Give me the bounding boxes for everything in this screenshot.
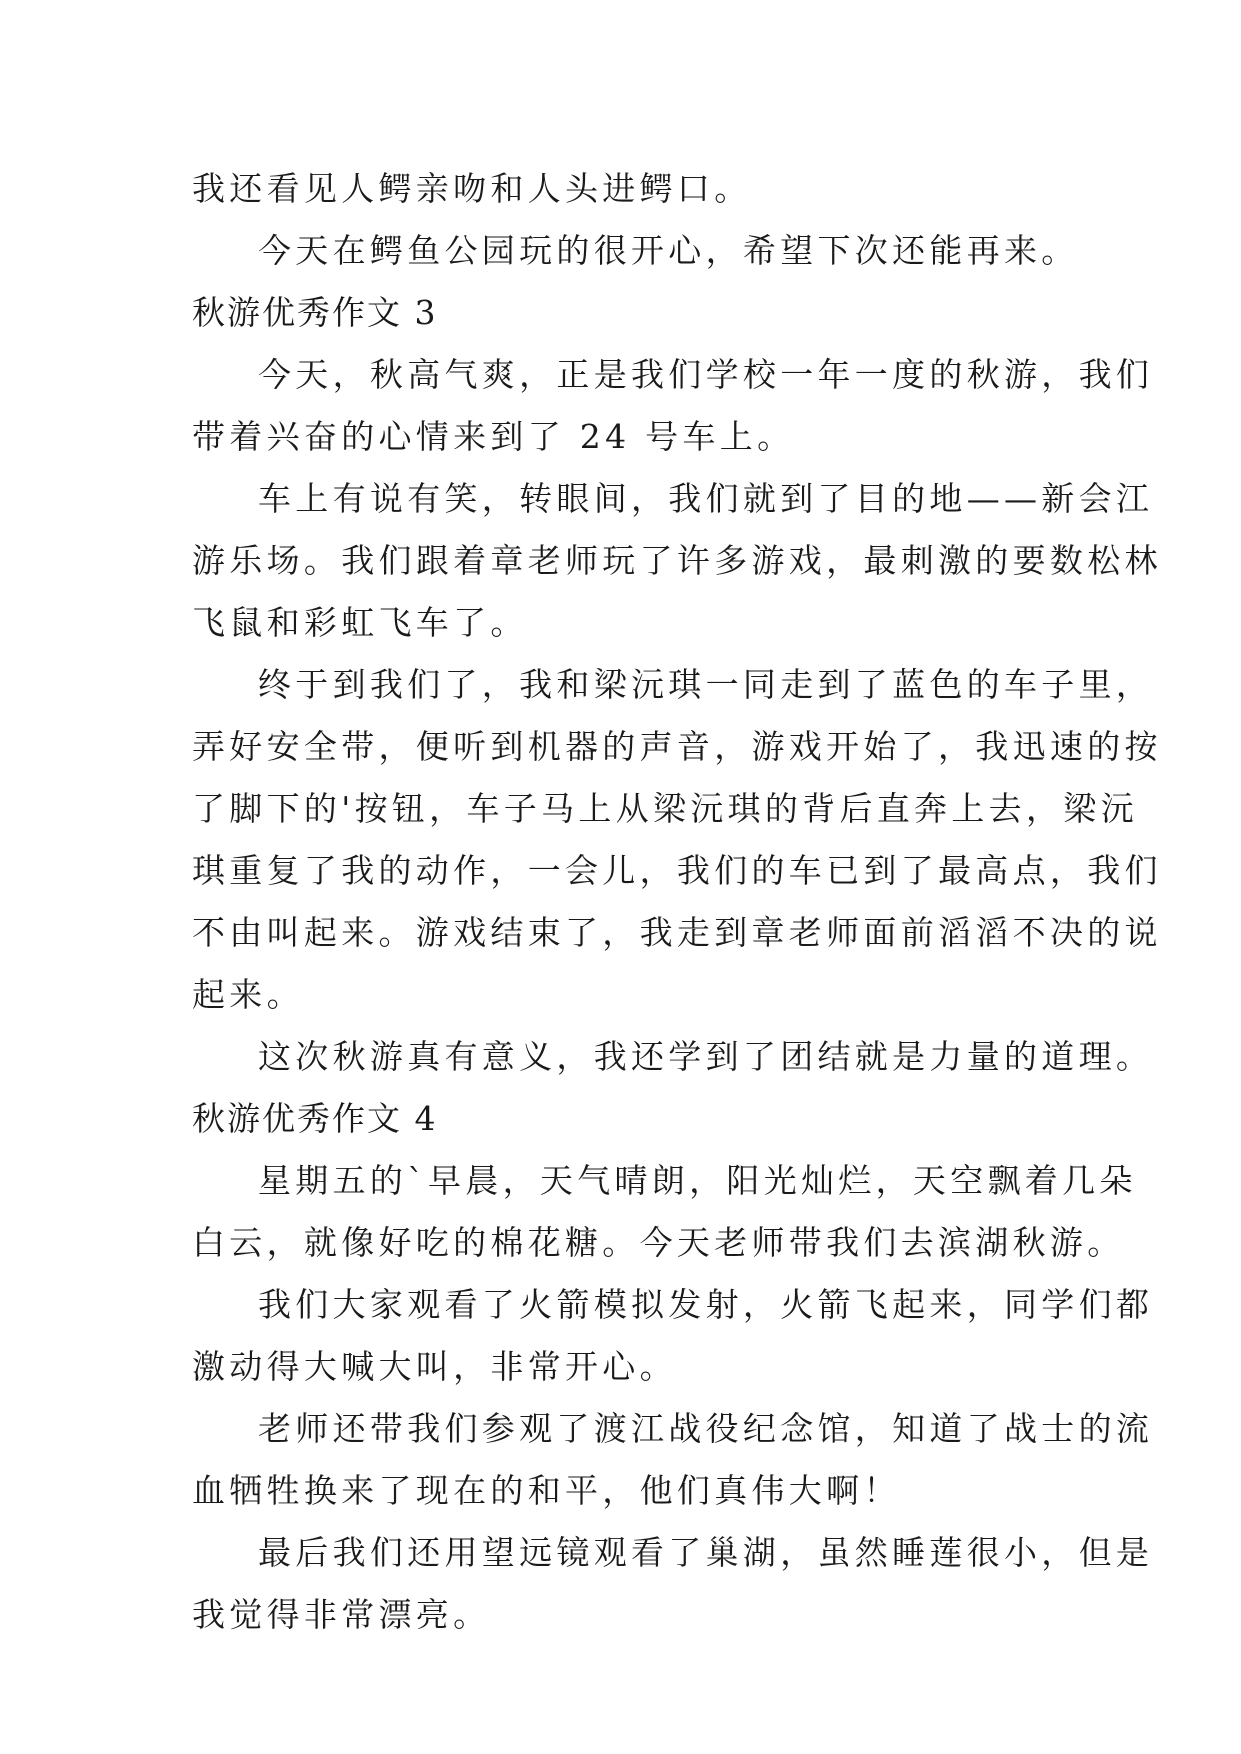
text-line: 我觉得非常漂亮。 — [192, 1595, 491, 1634]
section-heading: 秋游优秀作文 4 — [192, 1099, 438, 1138]
text-line: 激动得大喊大叫，非常开心。 — [192, 1347, 677, 1386]
text-line: 我还看见人鳄亲吻和人头进鳄口。 — [192, 169, 752, 208]
document-body — [192, 158, 1162, 1646]
text-line: 弄好安全带，便听到机器的声音，游戏开始了，我迅速的按 — [192, 727, 1162, 766]
text-line: 这次秋游真有意义，我还学到了团结就是力量的道理。 — [258, 1037, 1154, 1076]
text-line: 星期五的`早晨，天气晴朗，阳光灿烂，天空飘着几朵 — [258, 1161, 1137, 1200]
text-line: 老师还带我们参观了渡江战役纪念馆，知道了战士的流 — [258, 1409, 1154, 1448]
text-line: 游乐场。我们跟着章老师玩了许多游戏，最刺激的要数松林 — [192, 541, 1162, 580]
section-heading: 秋游优秀作文 3 — [192, 293, 438, 332]
text-line: 今天在鳄鱼公园玩的很开心，希望下次还能再来。 — [258, 231, 1079, 270]
text-line: 带着兴奋的心情来到了 24 号车上。 — [192, 417, 795, 456]
text-line: 琪重复了我的动作，一会儿，我们的车已到了最高点，我们 — [192, 851, 1162, 890]
text-line: 车上有说有笑，转眼间，我们就到了目的地——新会江 — [258, 479, 1154, 518]
text-line: 起来。 — [192, 975, 304, 1014]
text-line: 血牺牲换来了现在的和平，他们真伟大啊！ — [192, 1471, 901, 1510]
text-line: 不由叫起来。游戏结束了，我走到章老师面前滔滔不决的说 — [192, 913, 1162, 952]
text-line: 我们大家观看了火箭模拟发射，火箭飞起来，同学们都 — [258, 1285, 1154, 1324]
text-line: 了脚下的'按钮，车子马上从梁沅琪的背后直奔上去，梁沅 — [192, 789, 1138, 828]
text-line: 飞鼠和彩虹飞车了。 — [192, 603, 528, 642]
text-line: 白云，就像好吃的棉花糖。今天老师带我们去滨湖秋游。 — [192, 1223, 1125, 1262]
text-line: 终于到我们了，我和梁沅琪一同走到了蓝色的车子里， — [258, 665, 1154, 704]
text-line: 最后我们还用望远镜观看了巢湖，虽然睡莲很小，但是 — [258, 1533, 1154, 1572]
text-line: 今天，秋高气爽，正是我们学校一年一度的秋游，我们 — [258, 355, 1154, 394]
